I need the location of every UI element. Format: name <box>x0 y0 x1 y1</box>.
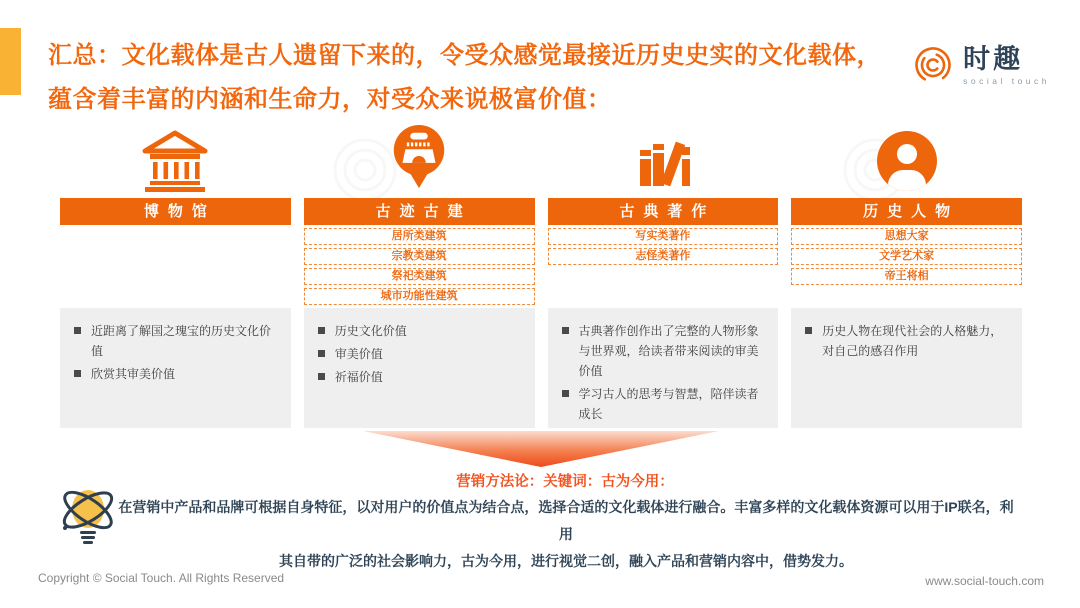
value-box-historical-figures <box>791 308 1022 428</box>
bullet-square-icon <box>318 327 325 334</box>
museum-icon <box>60 122 291 198</box>
bullet-text: 祈福价值 <box>334 370 383 384</box>
books-icon <box>548 122 779 198</box>
copyright-text: Copyright © Social Touch. All Rights Reserved <box>38 571 285 585</box>
bullet-square-icon <box>562 390 569 397</box>
down-arrow-icon <box>363 431 719 467</box>
methodology-body-line-1: 在营销中产品和品牌可根据自身特征，以对用户的价值点为结合点，选择合适的文化载体进行融合。丰富多样的文化载体资源可以用于IP联名，利用 <box>118 499 1014 542</box>
subitems-historical-figures <box>791 225 1022 308</box>
logo-subtitle: social touch <box>963 75 1050 86</box>
subitem: 帝王将相 <box>791 268 1022 285</box>
subitem: 居所类建筑 <box>304 228 535 245</box>
bullet-square-icon <box>318 350 325 357</box>
bullet-item <box>803 321 1014 361</box>
lightbulb-idea-icon <box>56 482 120 552</box>
bullet-text: 学习古人的思考与智慧，陪伴读者成长 <box>578 387 759 421</box>
bullet-text: 历史人物在现代社会的人格魅力，对自己的感召作用 <box>822 324 1003 358</box>
value-box-museum <box>60 308 291 428</box>
bullet-square-icon <box>318 373 325 380</box>
column-classical-works <box>548 122 779 428</box>
title-accent-bar <box>0 28 21 95</box>
ancient-building-pin-icon-svg <box>390 124 448 192</box>
subitem: 城市功能性建筑 <box>304 288 535 305</box>
bullet-text: 古典著作创作出了完整的人物形象与世界观，给读者带来阅读的审美价值 <box>578 324 759 378</box>
subitems-classical-works <box>548 225 779 308</box>
page-title <box>48 34 948 122</box>
bullet-square-icon <box>805 327 812 334</box>
column-ancient-buildings <box>304 122 535 428</box>
brand-logo <box>912 44 1050 86</box>
bullet-square-icon <box>74 327 81 334</box>
methodology-body-line-2: 其自带的广泛的社会影响力，古为今用，进行视觉二创，融入产品和营销内容中，借势发力。 <box>279 553 853 569</box>
bullet-text: 审美价值 <box>334 347 383 361</box>
methodology-body <box>112 494 1020 575</box>
person-icon-svg <box>876 130 938 192</box>
subitem: 思想大家 <box>791 228 1022 245</box>
subitem: 祭祀类建筑 <box>304 268 535 285</box>
column-header-museum: 博物馆 <box>60 198 291 225</box>
bullet-text: 历史文化价值 <box>334 324 407 338</box>
subitem: 文学艺术家 <box>791 248 1022 265</box>
bullet-item <box>560 384 771 424</box>
subitems-museum <box>60 225 291 308</box>
value-box-ancient-buildings <box>304 308 535 428</box>
bullet-item <box>72 321 283 361</box>
bullet-text: 欣赏其审美价值 <box>91 367 176 381</box>
ancient-building-pin-icon <box>304 122 535 198</box>
books-icon-svg <box>631 134 695 192</box>
bullet-item <box>560 321 771 381</box>
column-museum <box>60 122 291 428</box>
bullet-square-icon <box>74 370 81 377</box>
subitem: 宗教类建筑 <box>304 248 535 265</box>
museum-icon-svg <box>142 130 208 192</box>
methodology-heading: 营销方法论：关键词：古为今用： <box>456 474 674 490</box>
website-url: www.social-touch.com <box>925 574 1044 588</box>
bullet-item <box>316 367 527 387</box>
value-box-classical-works <box>548 308 779 428</box>
column-historical-figures <box>791 122 1022 428</box>
column-header-ancient-buildings: 古迹古建 <box>304 198 535 225</box>
title-line-2: 蕴含着丰富的内涵和生命力，对受众来说极富价值： <box>48 86 612 113</box>
logo-spiral-icon <box>912 44 954 86</box>
category-columns <box>60 122 1022 428</box>
subitem: 写实类著作 <box>548 228 779 245</box>
bullet-square-icon <box>562 327 569 334</box>
logo-name: 时趣 <box>963 43 1024 74</box>
subitem: 志怪类著作 <box>548 248 779 265</box>
column-header-historical-figures: 历史人物 <box>791 198 1022 225</box>
bullet-item <box>72 364 283 384</box>
bullet-item <box>316 344 527 364</box>
title-line-1: 汇总：文化载体是古人遗留下来的，令受众感觉最接近历史史实的文化载体， <box>48 42 881 69</box>
bullet-text: 近距离了解国之瑰宝的历史文化价值 <box>91 324 272 358</box>
logo-text <box>963 45 1050 86</box>
person-icon <box>791 122 1022 198</box>
column-header-classical-works: 古典著作 <box>548 198 779 225</box>
subitems-ancient-buildings <box>304 225 535 308</box>
bullet-item <box>316 321 527 341</box>
